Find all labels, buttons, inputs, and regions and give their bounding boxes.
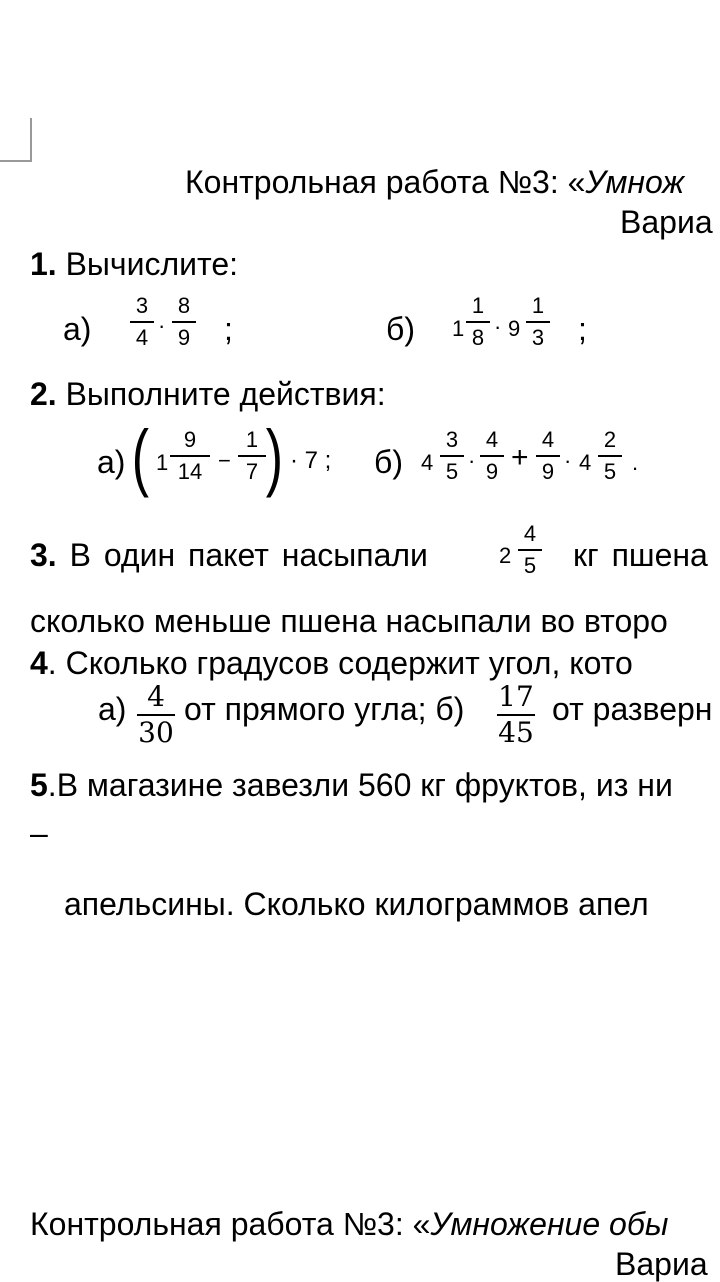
q5-line-3: апельсины. Сколько килограммов апел bbox=[64, 886, 649, 922]
q2-a-label: а) bbox=[97, 444, 126, 480]
page-title: Контрольная работа №3: «Умнож bbox=[185, 164, 685, 200]
q1-b-dot: · bbox=[494, 314, 502, 339]
q1-b-fraction-2: 1 3 bbox=[526, 294, 550, 350]
question-1: 1. Вычислите: bbox=[30, 246, 238, 282]
q2-a-whole: 1 bbox=[156, 450, 169, 475]
q4-a-label: а) bbox=[98, 691, 127, 727]
q2-b-dot-1: · bbox=[468, 448, 476, 473]
next-page-title: Контрольная работа №3: «Умножение обы bbox=[30, 1206, 669, 1242]
q1-b-fraction-1: 1 8 bbox=[466, 294, 490, 350]
q1-b-semicolon: ; bbox=[578, 311, 587, 347]
q2-a-open-paren: ( bbox=[131, 415, 149, 498]
q1-b-whole-2: 9 bbox=[508, 316, 521, 341]
q2-b-fraction-4: 2 5 bbox=[598, 428, 622, 484]
q5-dash: – bbox=[30, 815, 48, 851]
q2-b-period: . bbox=[632, 450, 639, 475]
q3-after-text: кг пшена bbox=[573, 537, 708, 573]
q2-b-whole-2: 4 bbox=[579, 450, 592, 475]
question-4: 4. Сколько градусов содержит угол, кото bbox=[30, 645, 633, 681]
q2-a-minus: − bbox=[218, 448, 231, 473]
question-5: 5.В магазине завезли 560 кг фруктов, из ни bbox=[30, 767, 673, 803]
q2-b-dot-2: · bbox=[564, 448, 572, 473]
q3-fraction: 4 5 bbox=[518, 522, 542, 578]
q1-a-fraction-1: 3 4 bbox=[130, 294, 154, 350]
q2-a-close-paren: ) bbox=[265, 415, 283, 498]
question-2: 2. Выполните действия: bbox=[30, 376, 386, 412]
q1-a-fraction-2: 8 9 bbox=[172, 294, 196, 350]
q1-a-dot: · bbox=[158, 313, 166, 338]
q4-a-text: от прямого угла; б) bbox=[184, 691, 465, 727]
q2-b-fraction-2: 4 9 bbox=[480, 428, 504, 484]
q1-b-whole-1: 1 bbox=[452, 316, 465, 341]
q4-b-fraction: 17 45 bbox=[498, 680, 534, 749]
q2-b-whole-1: 4 bbox=[421, 450, 434, 475]
q4-b-text: от разверн bbox=[552, 691, 713, 727]
q3-line-2: сколько меньше пшена насыпали во второ bbox=[30, 603, 668, 639]
q2-b-fraction-3: 4 9 bbox=[536, 428, 560, 484]
q2-b-fraction-1: 3 5 bbox=[440, 428, 464, 484]
q1-a-semicolon: ; bbox=[224, 311, 233, 347]
q2-a-fraction-1: 9 14 bbox=[170, 428, 210, 484]
q1-b-label: б) bbox=[386, 311, 415, 347]
q2-a-tail: · 7 ; bbox=[290, 447, 332, 474]
page-corner-mark bbox=[0, 118, 32, 162]
q3-whole: 2 bbox=[499, 543, 512, 568]
q1-a-label: а) bbox=[63, 311, 92, 347]
q4-a-fraction: 4 30 bbox=[138, 680, 174, 749]
question-3: 3. В один пакет насыпали bbox=[30, 537, 428, 573]
variant-label: Вариа bbox=[620, 204, 713, 240]
next-variant-label: Вариа bbox=[615, 1246, 708, 1282]
q2-b-label: б) bbox=[374, 444, 403, 480]
q2-a-fraction-2: 1 7 bbox=[238, 428, 266, 484]
q2-b-plus: + bbox=[511, 441, 529, 474]
